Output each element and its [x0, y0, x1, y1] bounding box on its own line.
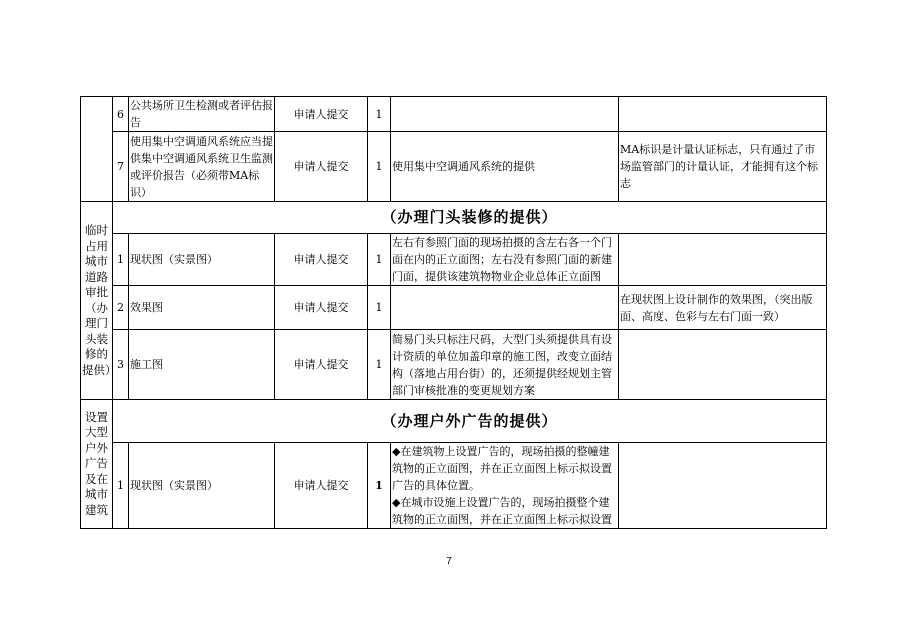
- section-header-row: [81, 400, 827, 443]
- row-number: 1: [113, 234, 129, 286]
- category-cell: 设置大型户外广告及在城市建筑: [81, 400, 113, 529]
- category-cell-empty: [81, 97, 113, 202]
- row-number: 6: [113, 97, 129, 132]
- submitter: 申请人提交: [275, 286, 368, 330]
- table-row: [81, 286, 827, 330]
- submitter: 申请人提交: [275, 132, 368, 202]
- material-name: 效果图: [129, 286, 275, 330]
- note-text: 在现状图上设计制作的效果图，（突出版面、高度、色彩与左右门面一致）: [619, 286, 827, 330]
- table-row: [81, 132, 827, 202]
- material-name: 现状图（实景图）: [129, 443, 275, 529]
- submitter: 申请人提交: [275, 97, 368, 132]
- table-row: [81, 443, 827, 529]
- section-header-row: [81, 202, 827, 234]
- row-number: 7: [113, 132, 129, 202]
- note-text: [619, 330, 827, 400]
- requirement-text: 简易门头只标注尺码，大型门头须提供具有设计资质的单位加盖印章的施工图，改变立面结构（落地占用台街）的，还须提供经规划主管部门审核批准的变更规划方案: [391, 330, 619, 400]
- note-text: MA标识是计量认证标志，只有通过了市场监管部门的计量认证，才能拥有这个标志: [619, 132, 827, 202]
- copies-count: 1: [368, 132, 391, 202]
- requirement-bullet-1: ◆在建筑物上设置广告的，现场拍摄的整幢建筑物的正立面图，并在正立面图上标示拟设置广告的具体位置。: [392, 445, 612, 492]
- material-name: 使用集中空调通风系统应当提供集中空调通风系统卫生监测或评价报告（必须带MA标识）: [129, 132, 275, 202]
- requirement-bullet-2: ◆在城市设施上设置广告的，现场拍摄整个建筑物的正立面图，并在正立面图上标示拟设置: [392, 496, 612, 526]
- material-name: 现状图（实景图）: [129, 234, 275, 286]
- row-number: 2: [113, 286, 129, 330]
- section-title: （办理门头装修的提供）: [113, 202, 827, 234]
- table-row: [81, 97, 827, 132]
- requirement-text: 使用集中空调通风系统的提供: [391, 132, 619, 202]
- copies-count: 1: [368, 234, 391, 286]
- copies-count: 1: [368, 286, 391, 330]
- table-row: [81, 330, 827, 400]
- section-title: （办理户外广告的提供）: [113, 400, 827, 443]
- materials-table: [80, 96, 827, 529]
- submitter: 申请人提交: [275, 443, 368, 529]
- submitter: 申请人提交: [275, 330, 368, 400]
- requirement-text: 左右有参照门面的现场拍摄的含左右各一个门面在内的正立面图；左右没有参照门面的新建门面，提供该建筑物物业企业总体正立面图: [391, 234, 619, 286]
- copies-count: 1: [368, 443, 391, 529]
- requirement-text: [391, 286, 619, 330]
- submitter: 申请人提交: [275, 234, 368, 286]
- row-number: 1: [113, 443, 129, 529]
- note-text: [619, 443, 827, 529]
- requirement-text: [391, 97, 619, 132]
- material-name: 施工图: [129, 330, 275, 400]
- note-text: [619, 234, 827, 286]
- page-number: 7: [446, 556, 452, 567]
- note-text: [619, 97, 827, 132]
- category-cell: 临时占用城市道路审批（办理门头装修的提供）: [81, 202, 113, 400]
- row-number: 3: [113, 330, 129, 400]
- requirement-text: [391, 443, 619, 529]
- table-row: [81, 234, 827, 286]
- copies-count: 1: [368, 330, 391, 400]
- material-name: 公共场所卫生检测或者评估报告: [129, 97, 275, 132]
- copies-count: 1: [368, 97, 391, 132]
